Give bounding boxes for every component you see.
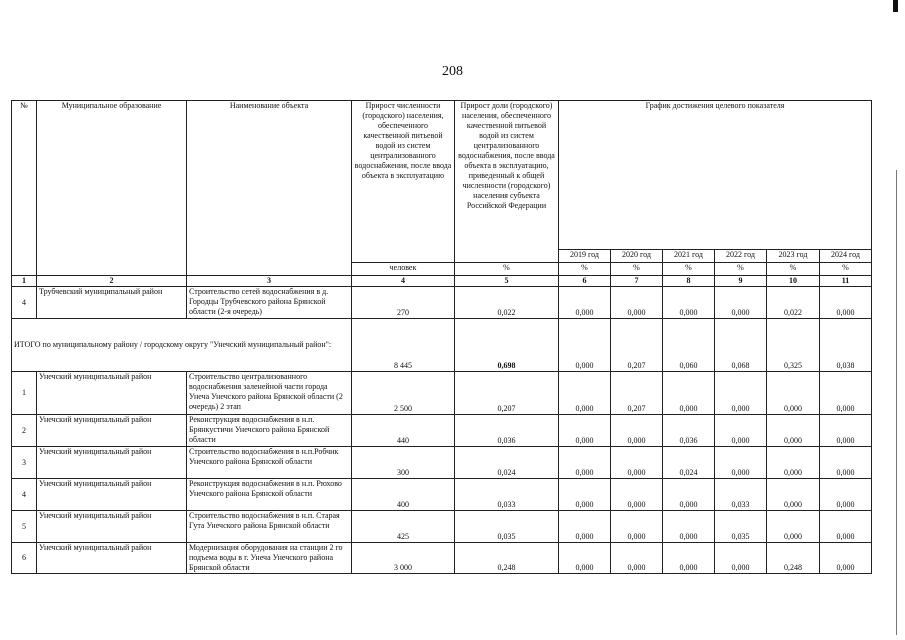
row-municipality: Унечский муниципальный район [37,511,187,543]
row-year-value: 0,000 [767,415,820,447]
row-year-value: 0,000 [715,447,767,479]
row-municipality: Унечский муниципальный район [37,479,187,511]
row-municipality: Унечский муниципальный район [37,415,187,447]
unit-percent: % [611,263,663,276]
row-number: 6 [12,543,37,574]
row-year-value: 0,000 [559,415,611,447]
column-number: 9 [715,276,767,287]
header-municipality: Муниципальное образование [37,101,187,276]
row-object: Строительство централизованного водоснабжения заленейной части города Унеча Унечского района Брянской области (2 очередь) 2 этап [187,372,352,415]
row-year-value: 0,000 [715,415,767,447]
total-people: 8 445 [352,319,455,372]
row-municipality: Унечский муниципальный район [37,447,187,479]
row-number: 3 [12,447,37,479]
header-year: 2019 год [559,250,611,263]
row-people: 3 000 [352,543,455,574]
header-year: 2024 год [820,250,872,263]
unit-percent: % [767,263,820,276]
column-numbers-row [12,276,872,287]
total-year-value: 0,060 [663,319,715,372]
row-year-value: 0,000 [767,479,820,511]
row-people: 2 500 [352,372,455,415]
row-year-value: 0,036 [663,415,715,447]
row-share: 0,024 [455,447,559,479]
row-year-value: 0,000 [611,479,663,511]
row-share: 0,022 [455,287,559,319]
header-pop-growth: Прирост численности (городского) населения, обеспеченного качественной питьевой водой из систем централизованного водоснабжения, после ввода объекта в эксплуатацию [352,101,455,263]
row-year-value: 0,000 [820,287,872,319]
table-row [12,479,872,511]
column-number: 7 [611,276,663,287]
column-number: 8 [663,276,715,287]
row-year-value: 0,022 [767,287,820,319]
unit-percent: % [559,263,611,276]
column-number: 10 [767,276,820,287]
row-year-value: 0,000 [767,447,820,479]
row-object: Реконструкция водоснабжения в н.п. Брянкустичи Унечского района Брянской области [187,415,352,447]
row-year-value: 0,000 [559,543,611,574]
header-object: Наименование объекта [187,101,352,276]
row-year-value: 0,000 [820,543,872,574]
row-year-value: 0,000 [715,543,767,574]
total-year-value: 0,325 [767,319,820,372]
row-share: 0,036 [455,415,559,447]
header-schedule: График достижения целевого показателя [559,101,872,250]
target-indicator-table [11,100,872,574]
row-year-value: 0,033 [715,479,767,511]
row-year-value: 0,000 [611,511,663,543]
row-year-value: 0,000 [767,372,820,415]
total-share: 0,698 [455,319,559,372]
row-people: 440 [352,415,455,447]
row-number: 2 [12,415,37,447]
row-share: 0,035 [455,511,559,543]
table-row [12,543,872,574]
row-share: 0,248 [455,543,559,574]
total-label [12,319,352,372]
row-year-value: 0,000 [820,447,872,479]
row-year-value: 0,248 [767,543,820,574]
row-share: 0,207 [455,372,559,415]
row-year-value: 0,000 [715,372,767,415]
row-object: Строительство водоснабжения в н.п. Старая Гута Унечского района Брянской области [187,511,352,543]
unit-percent: % [663,263,715,276]
row-year-value: 0,000 [559,372,611,415]
total-label-text: ИТОГО по муниципальному району / городскому округу "Унечский муниципальный район": [14,340,332,349]
row-year-value: 0,000 [611,415,663,447]
row-municipality: Унечский муниципальный район [37,372,187,415]
row-municipality: Трубчевский муниципальный район [37,287,187,319]
page-number: 208 [442,64,463,79]
row-object: Строительство сетей водоснабжения в д. Городцы Трубчевского района Брянской области (2-я очередь) [187,287,352,319]
row-municipality: Унечский муниципальный район [37,543,187,574]
total-year-value: 0,068 [715,319,767,372]
row-share: 0,033 [455,479,559,511]
row-number: 1 [12,372,37,415]
header-year: 2020 год [611,250,663,263]
unit-percent: % [715,263,767,276]
row-year-value: 0,000 [559,447,611,479]
row-year-value: 0,000 [559,479,611,511]
header-row [12,101,872,250]
scan-edge-mark [893,0,898,12]
total-year-value: 0,207 [611,319,663,372]
row-year-value: 0,207 [611,372,663,415]
unit-percent: % [455,263,559,276]
unit-percent: % [820,263,872,276]
column-number: 11 [820,276,872,287]
row-object: Модернизация оборудования на станции 2 го подъема воды в г. Унеча Унечского района Брянской области [187,543,352,574]
row-people: 425 [352,511,455,543]
row-year-value: 0,000 [820,415,872,447]
table-row [12,372,872,415]
table-row [12,447,872,479]
row-year-value: 0,000 [663,287,715,319]
row-object: Реконструкция водоснабжения в н.п. Рюхово Унечского района Брянской области [187,479,352,511]
row-year-value: 0,000 [559,287,611,319]
row-year-value: 0,000 [611,287,663,319]
row-year-value: 0,000 [559,511,611,543]
column-number: 6 [559,276,611,287]
header-year: 2022 год [715,250,767,263]
row-people: 300 [352,447,455,479]
column-number: 2 [37,276,187,287]
total-year-value: 0,038 [820,319,872,372]
column-number: 1 [12,276,37,287]
row-year-value: 0,000 [820,372,872,415]
row-year-value: 0,000 [663,511,715,543]
row-year-value: 0,000 [611,447,663,479]
row-year-value: 0,000 [767,511,820,543]
table-row [12,415,872,447]
column-number: 3 [187,276,352,287]
row-number: 4 [12,479,37,511]
row-people: 400 [352,479,455,511]
header-share-growth: Прирост доли (городского) населения, обеспеченного качественной питьевой водой из систем централизованного водоснабжения, после ввода объекта в эксплуатацию, приведенный к общей численности (городского) населения субъекта Российской Федерации [455,101,559,263]
row-year-value: 0,024 [663,447,715,479]
row-year-value: 0,000 [663,372,715,415]
row-year-value: 0,000 [663,479,715,511]
total-row [12,319,872,372]
header-no: № [12,101,37,276]
row-year-value: 0,000 [820,479,872,511]
row-year-value: 0,000 [715,287,767,319]
table-row [12,511,872,543]
header-year: 2021 год [663,250,715,263]
unit-people: человек [352,263,455,276]
row-object: Строительство водоснабжения в н.п.Робчик Унечского района Брянской области [187,447,352,479]
scan-edge-line [896,170,897,635]
column-number: 5 [455,276,559,287]
row-number: 4 [12,287,37,319]
table-row [12,287,872,319]
row-year-value: 0,035 [715,511,767,543]
total-year-value: 0,000 [559,319,611,372]
row-year-value: 0,000 [820,511,872,543]
header-year: 2023 год [767,250,820,263]
row-people: 270 [352,287,455,319]
row-year-value: 0,000 [611,543,663,574]
row-number: 5 [12,511,37,543]
row-year-value: 0,000 [663,543,715,574]
column-number: 4 [352,276,455,287]
